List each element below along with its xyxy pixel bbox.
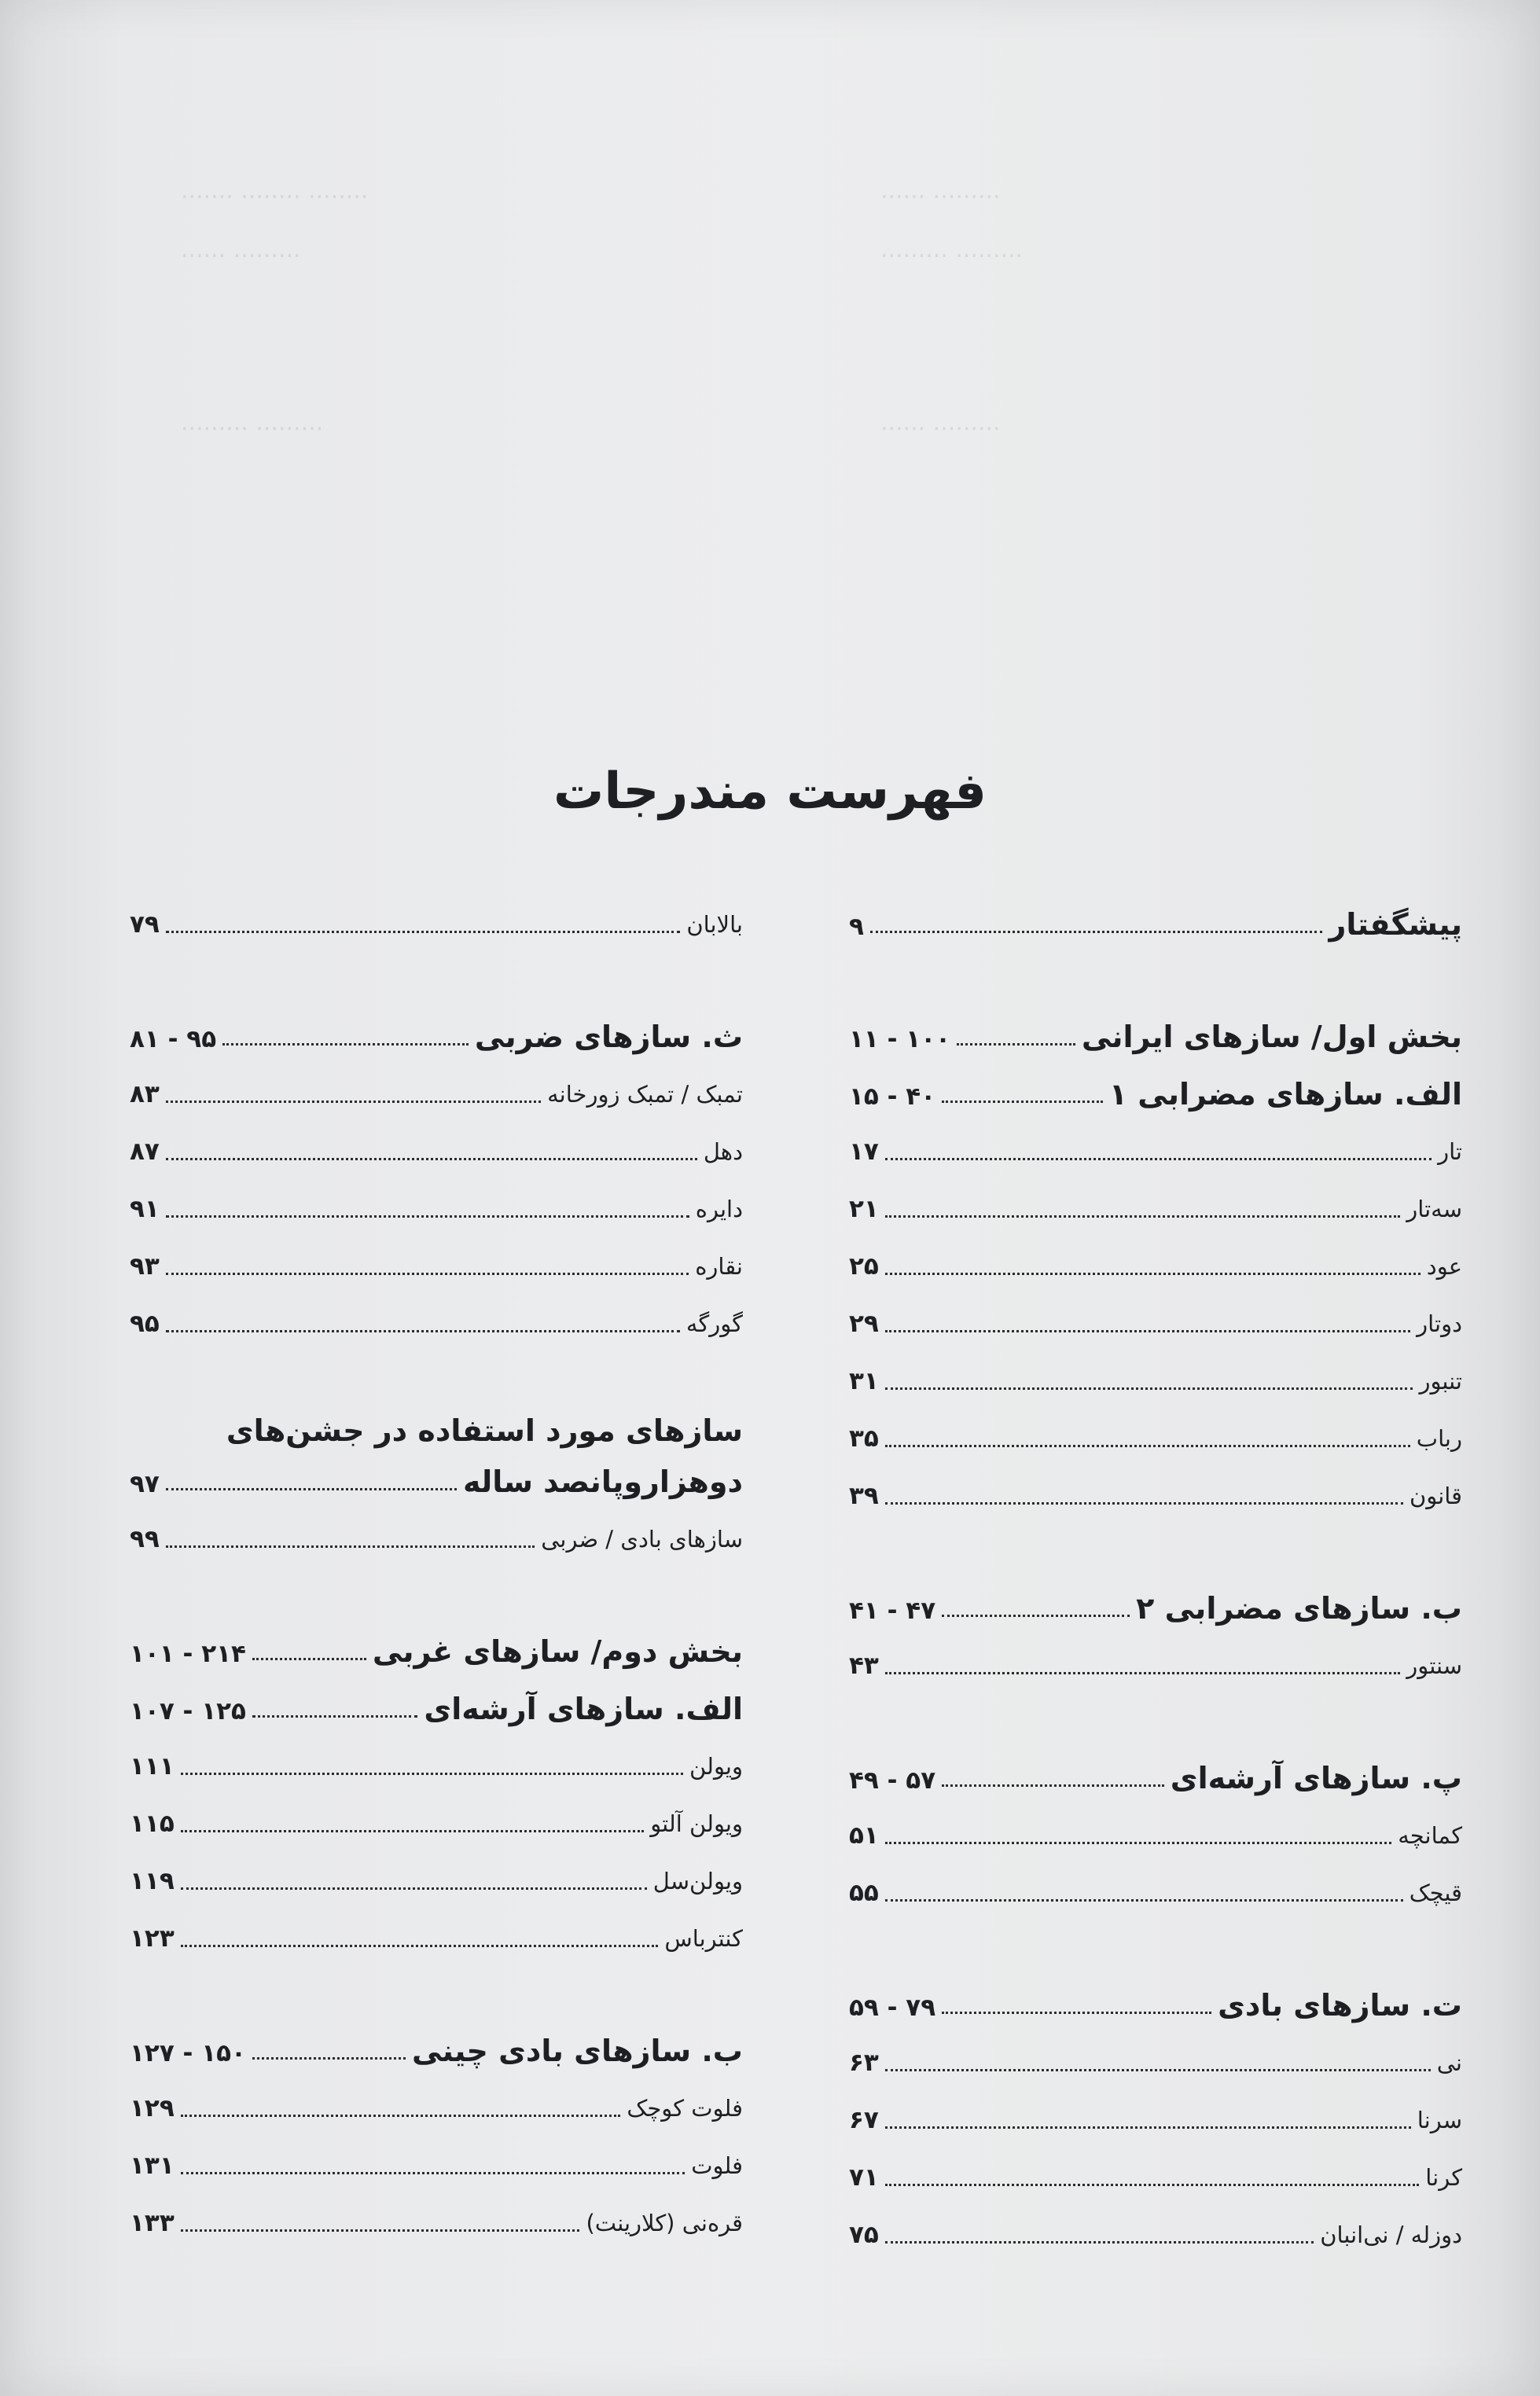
toc-page-number: ۳۵ (849, 1424, 879, 1453)
dot-leader (885, 2126, 1411, 2129)
toc-page-number: ۹۱ (130, 1195, 160, 1223)
dot-leader (181, 1945, 659, 1947)
dot-leader (166, 1158, 697, 1160)
toc-entry (130, 1910, 743, 1968)
section-gap (849, 1695, 1462, 1750)
toc-column-left (130, 896, 743, 2252)
toc-entry (130, 2080, 743, 2137)
toc-page-number: ۳۹ (849, 1482, 879, 1510)
toc-entry-title: سنتور (1406, 1652, 1462, 1679)
dot-leader (166, 1545, 535, 1548)
section-gap (130, 1968, 743, 2023)
toc-page-number: ۱۱۵ (130, 1810, 175, 1838)
toc-entry (849, 1123, 1462, 1181)
dot-leader (885, 1502, 1403, 1505)
toc-entry (849, 2149, 1462, 2207)
toc-entry (130, 1238, 743, 1295)
dot-leader (181, 2229, 580, 2232)
toc-heading (849, 1066, 1462, 1123)
dot-leader (885, 1445, 1410, 1447)
toc-entry-title: ت. سازهای بادی (1218, 1988, 1462, 2023)
toc-entry (849, 1238, 1462, 1295)
show-through-text: ......... ...... (880, 177, 1001, 204)
toc-page-number: ۴۷ - ۴۱ (849, 1597, 936, 1625)
toc-entry-title: دوهزاروپانصد ساله (462, 1464, 743, 1499)
page-title: فهرست مندرجات (553, 763, 987, 821)
toc-heading (130, 1009, 743, 1066)
toc-page-number: ۷۹ (130, 910, 160, 939)
dot-leader (181, 1887, 647, 1890)
toc-page-number: ۱۲۹ (130, 2094, 175, 2122)
toc-page-number: ۵۷ - ۴۹ (849, 1766, 936, 1795)
toc-entry-title: سرنا (1417, 2107, 1462, 2133)
toc-entry-title: تار (1438, 1138, 1462, 1165)
section-gap (849, 954, 1462, 1009)
dot-leader (885, 1672, 1400, 1674)
dot-leader (166, 1101, 541, 1103)
toc-entry-title: الف. سازهای آرشه‌ای (424, 1692, 743, 1726)
toc-entry-title: عود (1426, 1253, 1462, 1280)
toc-entry (849, 1865, 1462, 1922)
dot-leader (252, 1658, 366, 1660)
toc-entry (849, 1468, 1462, 1525)
dot-leader (181, 2115, 621, 2117)
toc-entry (849, 1410, 1462, 1468)
toc-entry-title: سازهای مورد استفاده در جشن‌های (226, 1413, 743, 1448)
toc-heading (130, 1681, 743, 1738)
dot-leader (885, 1387, 1413, 1390)
toc-entry (130, 1295, 743, 1353)
toc-page-number: ۷۵ (849, 2221, 879, 2249)
dot-leader (870, 931, 1323, 933)
toc-page-number: ۱۲۵ - ۱۰۷ (130, 1697, 246, 1725)
toc-entry-title: قیچک (1409, 1880, 1462, 1906)
section-gap (130, 1353, 743, 1408)
toc-entry-title: تنبور (1419, 1368, 1462, 1395)
toc-entry (849, 2092, 1462, 2149)
dot-leader (181, 1773, 683, 1775)
toc-entry-title: ویولن‌سل (652, 1868, 743, 1894)
toc-page-number: ۸۷ (130, 1137, 160, 1166)
dot-leader (885, 2184, 1419, 2186)
dot-leader (942, 1784, 1164, 1787)
toc-page-number: ۱۳۳ (130, 2209, 175, 2237)
toc-entry-title: قره‌نی (کلارینت) (586, 2210, 743, 2236)
section-gap (849, 1525, 1462, 1580)
toc-page-number: ۱۱۹ (130, 1867, 175, 1895)
toc-page-number: ۱۷ (849, 1137, 879, 1166)
toc-heading (849, 1580, 1462, 1637)
toc-page-number: ۱۵۰ - ۱۲۷ (130, 2039, 246, 2067)
toc-page-number: ۲۹ (849, 1310, 879, 1338)
toc-page-number: ۹۵ - ۸۱ (130, 1025, 217, 1053)
toc-entry-title: سه‌تار (1406, 1196, 1462, 1222)
dot-leader (942, 2012, 1211, 2014)
dot-leader (885, 1215, 1400, 1218)
toc-page-number: ۹۵ (130, 1310, 160, 1338)
toc-entry-title: فلوت کوچک (627, 2095, 743, 2122)
toc-page-number: ۲۱ (849, 1195, 879, 1223)
toc-entry (130, 1511, 743, 1568)
toc-entry-title: نقاره (695, 1253, 743, 1280)
toc-heading (849, 896, 1462, 954)
toc-page-number: ۵۱ (849, 1821, 879, 1850)
toc-entry-title: تمبک / تمبک زورخانه (547, 1081, 743, 1108)
dot-leader (885, 1899, 1403, 1902)
toc-entry-title: بخش اول/ سازهای ایرانی (1081, 1020, 1462, 1054)
toc-entry-title: دایره (695, 1196, 743, 1222)
toc-entry (130, 1738, 743, 1795)
dot-leader (885, 1330, 1410, 1332)
toc-page-number: ۱۳۱ (130, 2152, 175, 2180)
dot-leader (885, 1842, 1391, 1844)
toc-entry-title: ب. سازهای بادی چینی (412, 2034, 743, 2068)
toc-entry-title: فلوت (691, 2152, 743, 2179)
toc-entry (849, 2034, 1462, 2092)
dot-leader (885, 1273, 1421, 1275)
dot-leader (252, 1715, 417, 1718)
toc-entry (130, 1853, 743, 1910)
toc-page-number: ۳۱ (849, 1367, 879, 1395)
toc-entry-title: رباب (1416, 1425, 1462, 1452)
toc-entry (849, 1295, 1462, 1353)
toc-column-right (849, 896, 1462, 2264)
toc-page-number: ۱۰۰ - ۱۱ (849, 1025, 951, 1053)
show-through-text: ......... ......... (181, 409, 324, 436)
toc-entry (849, 1637, 1462, 1695)
toc-entry-title: ویولن (689, 1753, 743, 1780)
dot-leader (957, 1043, 1075, 1045)
toc-heading (130, 1453, 743, 1511)
dot-leader (166, 1215, 689, 1218)
toc-heading (849, 1009, 1462, 1066)
dot-leader (942, 1615, 1130, 1617)
toc-entry-title: پ. سازهای آرشه‌ای (1170, 1761, 1462, 1795)
dot-leader (942, 1101, 1103, 1103)
dot-leader (885, 1158, 1432, 1160)
dot-leader (181, 2172, 685, 2174)
toc-page-number: ۱۱۱ (130, 1752, 175, 1780)
toc-entry-title: بخش دوم/ سازهای غربی (372, 1634, 743, 1669)
toc-entry-title: بالابان (686, 911, 743, 938)
toc-entry-title: نی (1436, 2049, 1462, 2076)
toc-page-number: ۴۳ (849, 1652, 879, 1680)
toc-entry-title: کرنا (1425, 2164, 1462, 2191)
toc-page-number: ۹۳ (130, 1252, 160, 1281)
toc-entry (849, 1181, 1462, 1238)
toc-entry-title: دوزله / نی‌انبان (1320, 2221, 1462, 2248)
toc-entry-title: دهل (703, 1138, 743, 1165)
dot-leader (181, 1830, 644, 1832)
toc-page-number: ۷۹ - ۵۹ (849, 1994, 936, 2022)
show-through-text: ........ ........ ....... (181, 177, 369, 204)
dot-leader (885, 2241, 1314, 2243)
dot-leader (885, 2069, 1431, 2071)
toc-entry (849, 2207, 1462, 2264)
dot-leader (166, 1273, 689, 1275)
toc-page-number: ۵۵ (849, 1879, 879, 1907)
toc-entry (130, 896, 743, 954)
toc-entry (130, 1795, 743, 1853)
toc-heading (130, 1408, 743, 1453)
toc-entry (849, 1807, 1462, 1865)
toc-page-number: ۹ (849, 913, 864, 941)
toc-entry-title: دوتار (1417, 1310, 1462, 1337)
toc-page-number: ۷۱ (849, 2163, 879, 2192)
dot-leader (166, 1488, 457, 1490)
toc-heading (849, 1750, 1462, 1807)
show-through-text: ......... ...... (880, 409, 1001, 436)
toc-entry (130, 1066, 743, 1123)
toc-entry-title: ب. سازهای مضرابی ۲ (1136, 1591, 1462, 1626)
toc-entry-title: پیشگفتار (1329, 907, 1462, 942)
toc-entry-title: ث. سازهای ضربی (474, 1020, 743, 1054)
toc-page-number: ۹۷ (130, 1470, 160, 1498)
dot-leader (222, 1043, 469, 1045)
toc-page-number: ۸۳ (130, 1080, 160, 1108)
dot-leader (166, 1330, 680, 1332)
toc-entry (130, 1123, 743, 1181)
section-gap (130, 1568, 743, 1623)
toc-entry-title: ویولن آلتو (650, 1810, 743, 1837)
toc-entry (130, 1181, 743, 1238)
toc-entry (130, 2195, 743, 2252)
dot-leader (166, 931, 681, 933)
toc-heading (849, 1977, 1462, 2034)
toc-entry-title: سازهای بادی / ضربی (541, 1526, 743, 1553)
toc-heading (130, 2023, 743, 2080)
toc-page-number: ۶۷ (849, 2106, 879, 2134)
show-through-text: ......... ...... (181, 236, 301, 263)
toc-entry-title: کمانچه (1398, 1822, 1462, 1849)
toc-page-number: ۶۳ (849, 2049, 879, 2077)
toc-page-number: ۴۰ - ۱۵ (849, 1082, 936, 1111)
show-through-text: ......... ......... (880, 236, 1024, 263)
toc-page-number: ۱۲۳ (130, 1924, 175, 1953)
section-gap (849, 1922, 1462, 1977)
toc-heading (130, 1623, 743, 1681)
toc-entry (130, 2137, 743, 2195)
dot-leader (252, 2057, 406, 2060)
toc-page-number: ۹۹ (130, 1525, 160, 1553)
toc-entry-title: گورگه (685, 1310, 743, 1337)
toc-page-number: ۲۱۴ - ۱۰۱ (130, 1640, 246, 1668)
toc-entry-title: الف. سازهای مضرابی ۱ (1108, 1077, 1462, 1112)
toc-entry (849, 1353, 1462, 1410)
toc-entry-title: قانون (1409, 1483, 1462, 1509)
toc-entry-title: کنترباس (664, 1925, 743, 1952)
toc-page-number: ۲۵ (849, 1252, 879, 1281)
section-gap (130, 954, 743, 1009)
